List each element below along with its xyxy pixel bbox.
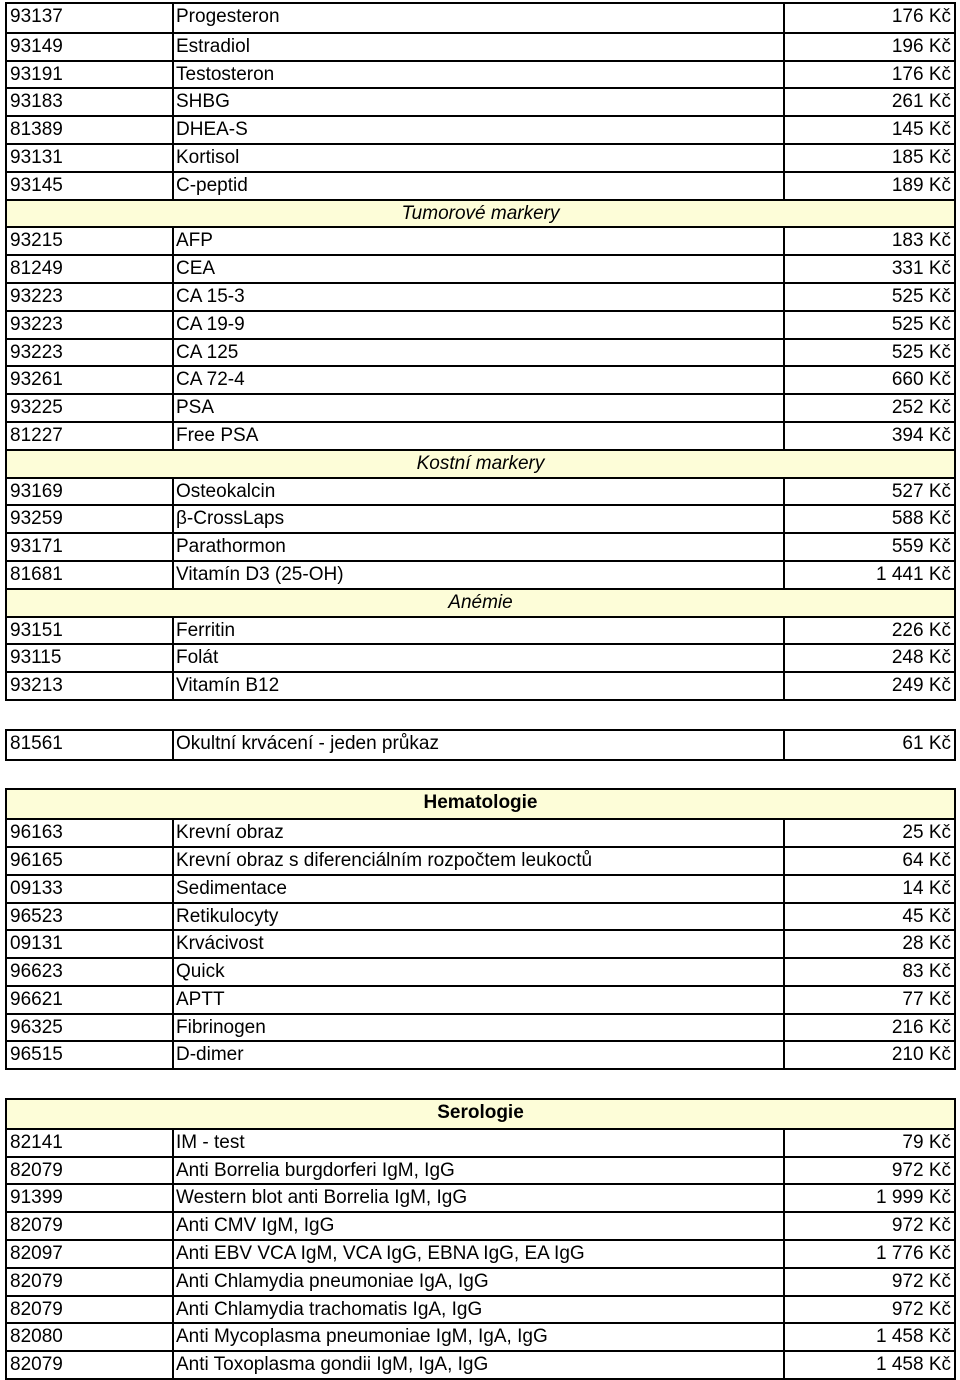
test-name-cell: Quick [174,959,785,985]
section-gap [5,701,956,729]
test-price-cell: 588 Kč [891,508,951,530]
test-price-cell: 176 Kč [891,63,951,85]
section-header-label: Kostní markery [416,452,545,474]
test-code-cell: 93225 [7,395,174,421]
price-list-sheet [5,2,956,1380]
test-name-cell: C-peptid [174,173,785,199]
test-code-cell: 96623 [7,959,174,985]
test-name-cell: Vitamín B12 [174,673,785,699]
table-row [7,671,954,699]
table-row [7,393,954,421]
section-header-serology [7,1100,954,1128]
section-header-label: Hematologie [423,792,538,814]
section-header-tumor [7,199,954,227]
test-code-cell: 93145 [7,173,174,199]
table-row [7,171,954,199]
section-gap [5,1070,956,1098]
test-name-cell: Krevní obraz [174,820,785,846]
table-row [7,60,954,88]
table-row [7,310,954,338]
table-row [7,532,954,560]
section-header-anemia [7,588,954,616]
test-price-cell: 248 Kč [891,647,951,669]
test-price-cell: 525 Kč [891,285,951,307]
test-price-cell: 972 Kč [891,1215,951,1237]
test-price-cell: 183 Kč [891,230,951,252]
table-row [7,985,954,1013]
table-row [7,1183,954,1211]
table-row [7,282,954,310]
test-code-cell: 93137 [7,4,174,32]
test-code-cell: 81227 [7,423,174,449]
test-price-cell: 28 Kč [902,933,951,955]
test-code-cell: 91399 [7,1185,174,1211]
test-price-cell: 525 Kč [891,341,951,363]
test-price-cell: 196 Kč [891,35,951,57]
table-row [7,1211,954,1239]
test-name-cell: Free PSA [174,423,785,449]
table-row [7,818,954,846]
test-name-cell: CA 19-9 [174,312,785,338]
test-code-cell: 93115 [7,645,174,671]
test-name-cell: Kortisol [174,145,785,171]
table-row [7,1267,954,1295]
test-code-cell: 96523 [7,904,174,930]
price-table [5,788,956,1070]
section-header-label: Tumorové markery [401,202,560,224]
test-code-cell: 82097 [7,1241,174,1267]
table-row [7,87,954,115]
test-code-cell: 93223 [7,284,174,310]
test-code-cell: 93191 [7,62,174,88]
table-row [7,957,954,985]
test-code-cell: 82079 [7,1297,174,1323]
test-code-cell: 81249 [7,256,174,282]
table-row [7,1239,954,1267]
test-name-cell: Retikulocyty [174,904,785,930]
test-code-cell: 96325 [7,1015,174,1041]
test-price-cell: 1 776 Kč [876,1243,951,1265]
test-name-cell: PSA [174,395,785,421]
test-name-cell: Fibrinogen [174,1015,785,1041]
test-price-cell: 1 999 Kč [876,1187,951,1209]
test-price-cell: 261 Kč [891,91,951,113]
test-code-cell: 82141 [7,1130,174,1156]
test-name-cell: Ferritin [174,618,785,644]
table-row [7,365,954,393]
table-row [7,616,954,644]
test-name-cell: Testosteron [174,62,785,88]
test-price-cell: 83 Kč [902,961,951,983]
test-name-cell: D-dimer [174,1042,785,1068]
section-gap [5,761,956,789]
test-code-cell: 93131 [7,145,174,171]
table-row [7,874,954,902]
table-row [7,1040,954,1068]
price-table [5,1098,956,1380]
test-name-cell: Okultní krvácení - jeden průkaz [174,731,785,759]
test-code-cell: 93259 [7,506,174,532]
test-price-cell: 45 Kč [902,905,951,927]
test-price-cell: 79 Kč [902,1131,951,1153]
test-code-cell: 09133 [7,876,174,902]
test-price-cell: 226 Kč [891,619,951,641]
table-row [7,504,954,532]
table-row [7,4,954,32]
test-name-cell: Progesteron [174,4,785,32]
test-price-cell: 61 Kč [902,732,951,754]
table-row [7,226,954,254]
table-row [7,1013,954,1041]
test-name-cell: APTT [174,987,785,1013]
test-price-cell: 216 Kč [891,1016,951,1038]
test-name-cell: Parathormon [174,534,785,560]
test-price-cell: 1 458 Kč [876,1354,951,1376]
test-name-cell: Estradiol [174,34,785,60]
test-code-cell: 82080 [7,1324,174,1350]
test-name-cell: Krevní obraz s diferenciálním rozpočtem leukoctů [174,848,785,874]
section-header-label: Anémie [448,591,513,613]
section-header-hematology [7,790,954,818]
table-row [7,560,954,588]
test-price-cell: 176 Kč [891,6,951,27]
test-code-cell: 82079 [7,1269,174,1295]
test-name-cell: SHBG [174,89,785,115]
test-price-cell: 559 Kč [891,536,951,558]
test-price-cell: 64 Kč [902,849,951,871]
test-price-cell: 525 Kč [891,313,951,335]
test-price-cell: 1 458 Kč [876,1326,951,1348]
test-price-cell: 972 Kč [891,1270,951,1292]
test-price-cell: 394 Kč [891,424,951,446]
test-code-cell: 96163 [7,820,174,846]
test-name-cell: AFP [174,228,785,254]
table-row [7,846,954,874]
test-code-cell: 93213 [7,673,174,699]
test-price-cell: 145 Kč [891,119,951,141]
test-name-cell: Anti Mycoplasma pneumoniae IgM, IgA, IgG [174,1324,785,1350]
table-row [7,1295,954,1323]
table-row [7,254,954,282]
test-code-cell: 93171 [7,534,174,560]
test-name-cell: CEA [174,256,785,282]
test-name-cell: Krvácivost [174,931,785,957]
table-row [7,902,954,930]
table-row [7,1350,954,1378]
test-name-cell: Folát [174,645,785,671]
test-name-cell: IM - test [174,1130,785,1156]
test-code-cell: 93149 [7,34,174,60]
test-price-cell: 210 Kč [891,1044,951,1066]
test-code-cell: 93183 [7,89,174,115]
test-price-cell: 252 Kč [891,397,951,419]
price-table [5,729,956,761]
test-name-cell: DHEA-S [174,117,785,143]
test-code-cell: 96165 [7,848,174,874]
test-name-cell: Anti Borrelia burgdorferi IgM, IgG [174,1158,785,1184]
test-price-cell: 1 441 Kč [876,563,951,585]
test-price-cell: 249 Kč [891,675,951,697]
test-name-cell: Anti Chlamydia pneumoniae IgA, IgG [174,1269,785,1295]
test-price-cell: 25 Kč [902,822,951,844]
test-code-cell: 09131 [7,931,174,957]
test-code-cell: 93261 [7,367,174,393]
test-name-cell: Anti Chlamydia trachomatis IgA, IgG [174,1297,785,1323]
price-table [5,2,956,701]
test-name-cell: Anti EBV VCA IgM, VCA IgG, EBNA IgG, EA IgG [174,1241,785,1267]
table-row [7,143,954,171]
test-code-cell: 93223 [7,312,174,338]
test-name-cell: CA 125 [174,340,785,366]
table-row [7,1322,954,1350]
test-name-cell: CA 72-4 [174,367,785,393]
test-price-cell: 14 Kč [902,877,951,899]
test-price-cell: 972 Kč [891,1159,951,1181]
test-name-cell: Anti CMV IgM, IgG [174,1213,785,1239]
table-row [7,32,954,60]
test-code-cell: 93169 [7,479,174,505]
test-price-cell: 331 Kč [891,258,951,280]
test-price-cell: 189 Kč [891,174,951,196]
table-row [7,929,954,957]
test-name-cell: Sedimentace [174,876,785,902]
test-price-cell: 527 Kč [891,480,951,502]
test-code-cell: 81389 [7,117,174,143]
test-name-cell: Vitamín D3 (25-OH) [174,562,785,588]
table-row [7,477,954,505]
test-price-cell: 185 Kč [891,146,951,168]
test-name-cell: Western blot anti Borrelia IgM, IgG [174,1185,785,1211]
test-price-cell: 660 Kč [891,369,951,391]
test-name-cell: CA 15-3 [174,284,785,310]
table-row [7,115,954,143]
test-name-cell: Anti Toxoplasma gondii IgM, IgA, IgG [174,1352,785,1378]
table-row [7,338,954,366]
table-row [7,421,954,449]
section-header-label: Serologie [437,1102,524,1124]
test-code-cell: 82079 [7,1158,174,1184]
test-code-cell: 93151 [7,618,174,644]
test-code-cell: 82079 [7,1352,174,1378]
test-price-cell: 77 Kč [902,988,951,1010]
test-code-cell: 93215 [7,228,174,254]
test-name-cell: β-CrossLaps [174,506,785,532]
test-code-cell: 81561 [7,731,174,759]
section-header-bone [7,449,954,477]
test-price-cell: 972 Kč [891,1298,951,1320]
table-row [7,643,954,671]
test-code-cell: 93223 [7,340,174,366]
test-code-cell: 82079 [7,1213,174,1239]
table-row [7,1156,954,1184]
test-code-cell: 96515 [7,1042,174,1068]
test-code-cell: 96621 [7,987,174,1013]
test-code-cell: 81681 [7,562,174,588]
table-row [7,731,954,759]
table-row [7,1128,954,1156]
test-name-cell: Osteokalcin [174,479,785,505]
